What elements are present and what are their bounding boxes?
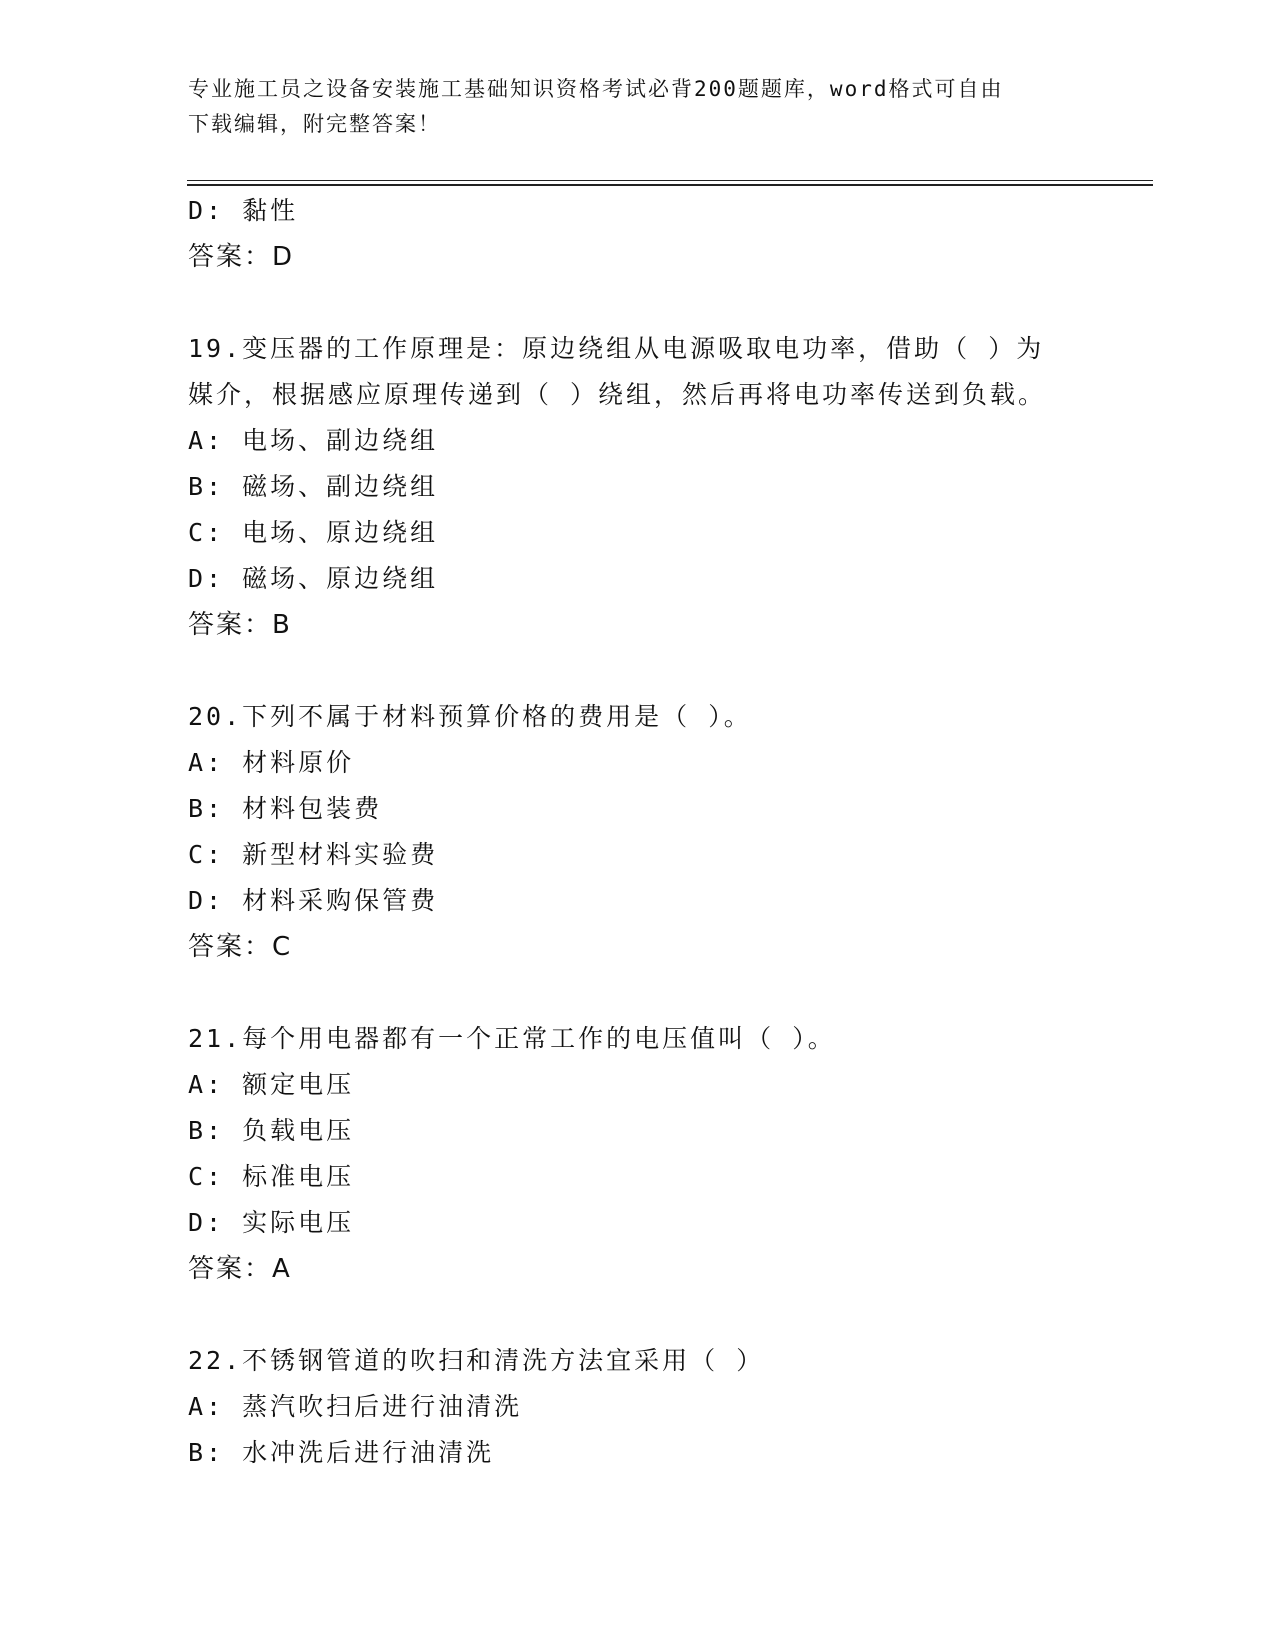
option-c: C: 新型材料实验费 (188, 840, 439, 869)
prev-question-answer: 答案：D (188, 242, 295, 272)
header-divider-thin (187, 180, 1153, 181)
option-a: A: 蒸汽吹扫后进行油清洗 (188, 1392, 523, 1421)
question-19 (188, 326, 1088, 648)
option-b: B: 材料包装费 (188, 794, 383, 823)
spacer (188, 970, 1088, 1016)
option-a: A: 额定电压 (188, 1070, 355, 1099)
option-a: A: 材料原价 (188, 748, 355, 777)
question-stem-line-1: 21.每个用电器都有一个正常工作的电压值叫（ ）。 (188, 1024, 836, 1053)
option-a: A: 电场、副边绕组 (188, 426, 439, 455)
question-21 (188, 1016, 1088, 1292)
question-20 (188, 694, 1088, 970)
question-answer: 答案：A (188, 1254, 292, 1284)
question-stem-line-2: 媒介，根据感应原理传递到（ ）绕组，然后再将电功率传送到负载。 (188, 380, 1047, 409)
header-divider-thick (187, 184, 1153, 186)
option-d: D: 磁场、原边绕组 (188, 564, 439, 593)
document-header (188, 72, 1088, 142)
prev-question-option-d: D: 黏性 (188, 196, 299, 225)
question-answer: 答案：C (188, 932, 293, 962)
header-title-line-1: 专业施工员之设备安装施工基础知识资格考试必背200题题库，word格式可自由 (188, 77, 1004, 101)
option-c: C: 标准电压 (188, 1162, 355, 1191)
option-c: C: 电场、原边绕组 (188, 518, 439, 547)
header-title-line-2: 下载编辑，附完整答案！ (188, 112, 441, 136)
question-answer: 答案：B (188, 610, 292, 640)
spacer (188, 1292, 1088, 1338)
option-b: B: 水冲洗后进行油清洗 (188, 1438, 495, 1467)
question-stem-line-1: 22.不锈钢管道的吹扫和清洗方法宜采用（ ） (188, 1346, 765, 1375)
option-b: B: 磁场、副边绕组 (188, 472, 439, 501)
option-d: D: 材料采购保管费 (188, 886, 439, 915)
question-list (188, 188, 1088, 1476)
option-d: D: 实际电压 (188, 1208, 355, 1237)
option-b: B: 负载电压 (188, 1116, 355, 1145)
question-stem-line-1: 20.下列不属于材料预算价格的费用是（ ）。 (188, 702, 752, 731)
spacer (188, 280, 1088, 326)
question-stem-line-1: 19.变压器的工作原理是：原边绕组从电源吸取电功率，借助（ ）为 (188, 334, 1045, 363)
question-22 (188, 1338, 1088, 1476)
spacer (188, 648, 1088, 694)
